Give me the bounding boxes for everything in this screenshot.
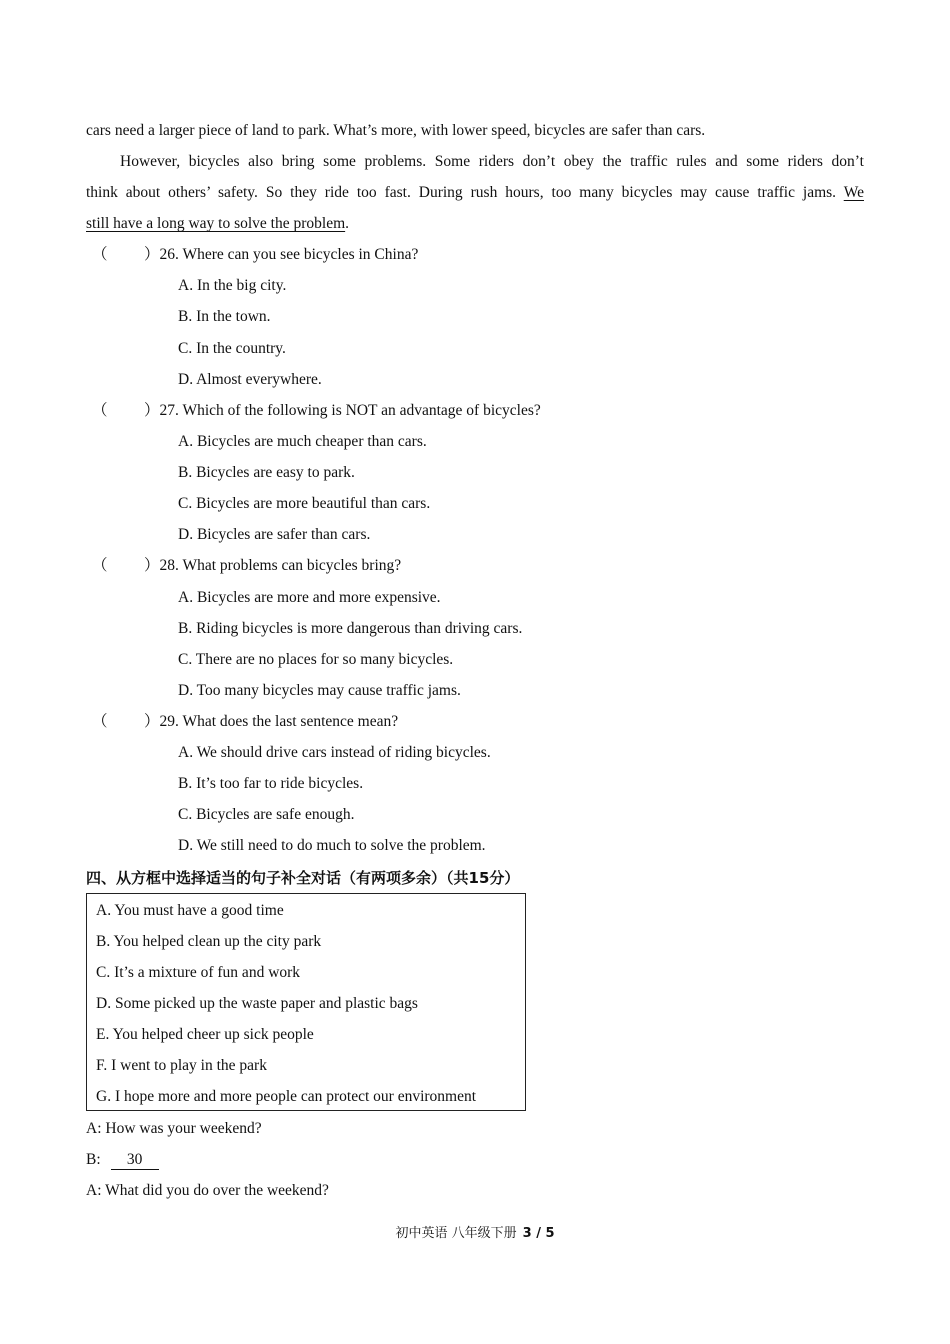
choice-box — [86, 893, 526, 1111]
section-title: 四、从方框中选择适当的句子补全对话（有两项多余）（共15分） — [86, 869, 520, 887]
speaker: A: — [86, 1182, 102, 1199]
option: A. Bicycles are more and more expensive. — [178, 589, 441, 606]
speaker: A: — [86, 1120, 102, 1137]
answer-paren-right: ） — [144, 402, 160, 419]
page-footer — [0, 1225, 950, 1243]
option: C. In the country. — [178, 340, 286, 357]
question-text: 27. Which of the following is NOT an advantage of bicycles? — [159, 402, 541, 419]
option: C. There are no places for so many bicycles. — [178, 651, 454, 668]
answer-paren-left: （ — [92, 246, 108, 263]
question-26 — [92, 245, 418, 265]
option: D. Too many bicycles may cause traffic jams. — [178, 682, 461, 699]
answer-paren-right: ） — [144, 557, 160, 574]
question-28 — [92, 556, 401, 576]
option: B. Bicycles are easy to park. — [178, 464, 355, 481]
footer-text: 初中英语 八年级下册 — [395, 1226, 517, 1241]
option: D. We still need to do much to solve the problem. — [178, 837, 486, 854]
option: B. Riding bicycles is more dangerous than driving cars. — [178, 620, 523, 637]
option: C. Bicycles are safe enough. — [178, 806, 355, 823]
box-item: D. Some picked up the waste paper and plastic bags — [96, 995, 418, 1012]
answer-paren-left: （ — [92, 557, 108, 574]
question-text: 26. Where can you see bicycles in China? — [159, 246, 419, 263]
option: D. Bicycles are safer than cars. — [178, 526, 371, 543]
question-29 — [92, 712, 398, 732]
passage-line: cars need a larger piece of land to park. What’s more, with lower speed, bicycles are safer than cars. — [86, 122, 706, 139]
passage-text: . — [345, 215, 350, 232]
answer-paren-right: ） — [144, 246, 160, 263]
question-text: 29. What does the last sentence mean? — [159, 713, 399, 730]
underlined-sentence: We — [843, 184, 864, 201]
answer-paren-right: ） — [144, 713, 160, 730]
option: A. In the big city. — [178, 277, 287, 294]
option: A. Bicycles are much cheaper than cars. — [178, 433, 427, 450]
box-item: G. I hope more and more people can protect our environment — [96, 1088, 477, 1105]
page-number: 3 / 5 — [522, 1226, 555, 1241]
box-item: E. You helped cheer up sick people — [96, 1026, 314, 1043]
answer-paren-left: （ — [92, 402, 108, 419]
option: B. It’s too far to ride bicycles. — [178, 775, 364, 792]
passage-line: However, bicycles also bring some problems. Some riders don’t obey the traffic rules and some riders don’t — [120, 153, 864, 170]
answer-blank[interactable]: 30 — [111, 1151, 159, 1170]
option: B. In the town. — [178, 308, 271, 325]
dialog-line — [86, 1150, 159, 1170]
passage-line — [86, 183, 864, 203]
speaker: B: — [86, 1151, 101, 1168]
box-item: B. You helped clean up the city park — [96, 933, 322, 950]
question-27 — [92, 401, 541, 421]
option: A. We should drive cars instead of riding bicycles. — [178, 744, 491, 761]
box-item: C. It’s a mixture of fun and work — [96, 964, 301, 981]
box-item: F. I went to play in the park — [96, 1057, 267, 1074]
underlined-sentence: still have a long way to solve the problem — [86, 215, 346, 232]
answer-paren-left: （ — [92, 713, 108, 730]
dialog-text: What did you do over the weekend? — [105, 1182, 329, 1199]
option: C. Bicycles are more beautiful than cars. — [178, 495, 431, 512]
dialog-line — [86, 1119, 262, 1139]
dialog-text: How was your weekend? — [105, 1120, 262, 1137]
passage-text: think about others’ safety. So they ride too fast. During rush hours, too many bicycles may cause traffic jams. — [86, 184, 844, 201]
dialog-line — [86, 1181, 329, 1201]
box-item: A. You must have a good time — [96, 902, 284, 919]
option: D. Almost everywhere. — [178, 371, 322, 388]
passage-line — [86, 214, 349, 234]
question-text: 28. What problems can bicycles bring? — [159, 557, 402, 574]
